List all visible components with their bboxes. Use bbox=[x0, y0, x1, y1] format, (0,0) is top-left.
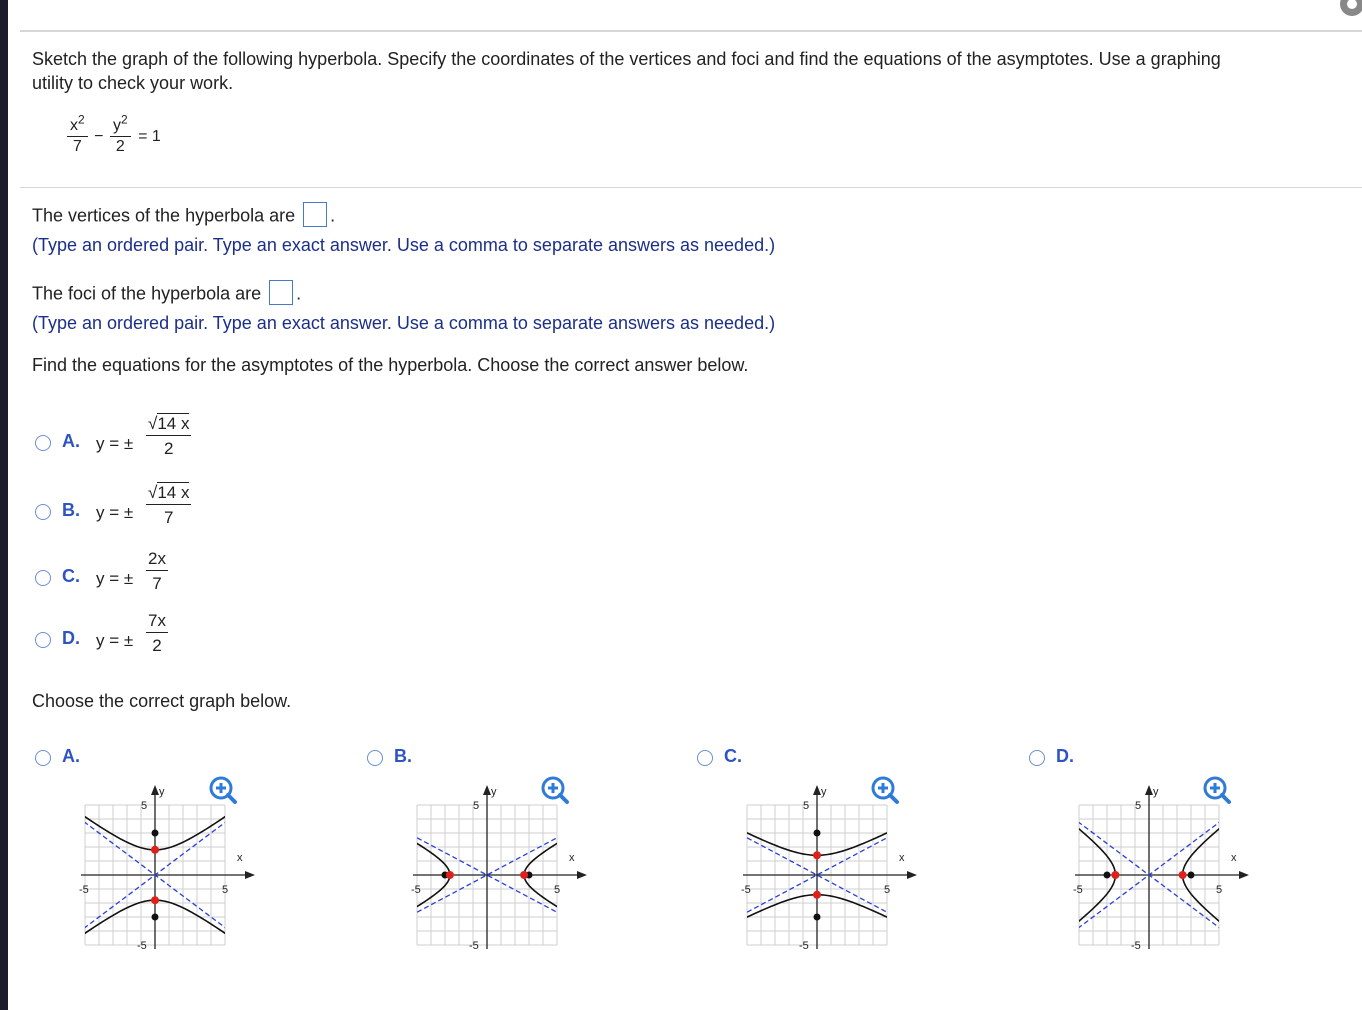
equation-exp: 2 bbox=[120, 112, 128, 127]
equation-y: y bbox=[112, 117, 121, 134]
focus-point bbox=[814, 914, 821, 921]
zoom-in-icon[interactable] bbox=[1198, 773, 1232, 807]
y-axis-label: y bbox=[491, 786, 497, 798]
vertices-hint: (Type an ordered pair. Type an exact answer. Use a comma to separate answers as needed.) bbox=[32, 235, 776, 255]
graph-radio[interactable] bbox=[697, 750, 713, 766]
asymptote-fraction bbox=[146, 611, 168, 656]
focus-point bbox=[1104, 872, 1111, 879]
focus-point bbox=[1188, 872, 1195, 879]
x-tick-label: -5 bbox=[79, 884, 89, 896]
graph-radio[interactable] bbox=[35, 750, 51, 766]
x-axis-label: x bbox=[899, 852, 905, 864]
asymptote-radicand-x: 14 x bbox=[157, 483, 190, 502]
vertex-point bbox=[446, 871, 454, 879]
vertices-label: The vertices of the hyperbola are bbox=[32, 205, 296, 226]
question-text-line2: utility to check your work. bbox=[32, 73, 234, 93]
vertex-point bbox=[151, 896, 159, 904]
equation-minus: − bbox=[94, 127, 104, 145]
focus-point bbox=[152, 830, 159, 837]
x-tick-label: 5 bbox=[884, 884, 891, 896]
x-axis-arrow-icon bbox=[245, 871, 255, 879]
asymptote-numerator: 2x bbox=[146, 549, 168, 571]
x-tick-label: 5 bbox=[1216, 884, 1223, 896]
equation-exp: 2 bbox=[78, 112, 85, 127]
asymptote-prefix: y = ± bbox=[96, 503, 134, 522]
y-tick-label: 5 bbox=[473, 800, 480, 812]
top-divider bbox=[20, 30, 1362, 32]
x-tick-label: 5 bbox=[222, 884, 229, 896]
asymptote-option-letter: B. bbox=[62, 500, 80, 520]
gear-icon[interactable] bbox=[1334, 0, 1362, 22]
zoom-in-icon[interactable] bbox=[866, 773, 900, 807]
y-tick-label: 5 bbox=[803, 800, 810, 812]
hyperbola-graph bbox=[387, 775, 607, 955]
y-tick-label: 5 bbox=[141, 800, 148, 812]
graph-radio[interactable] bbox=[1029, 750, 1045, 766]
plot-area bbox=[717, 775, 937, 955]
x-tick-label: -5 bbox=[411, 884, 421, 896]
foci-period: . bbox=[296, 283, 302, 304]
asymptote-denominator: 7 bbox=[164, 508, 174, 527]
question-text-line1: Sketch the graph of the following hyperbola. Specify the coordinates of the vertices and foci and find the equations of the asymptotes. Use a graphing bbox=[32, 49, 1221, 69]
asymptote-denominator: 2 bbox=[152, 636, 162, 655]
equation-y-den: 2 bbox=[115, 138, 125, 155]
asymptote-prefix: y = ± bbox=[96, 569, 134, 588]
vertices-row bbox=[32, 204, 335, 229]
plot-area bbox=[1049, 775, 1269, 955]
hyperbola-equation bbox=[67, 112, 161, 155]
hyperbola-branch bbox=[55, 775, 275, 850]
asymptote-radio[interactable] bbox=[35, 570, 51, 586]
zoom-in-icon[interactable] bbox=[536, 773, 570, 807]
asymptote-radio[interactable] bbox=[35, 435, 51, 451]
plot-area bbox=[387, 775, 607, 955]
x-axis-label: x bbox=[569, 852, 575, 864]
equation-y-fraction bbox=[110, 112, 131, 155]
hyperbola-graph bbox=[1049, 775, 1269, 955]
x-axis-label: x bbox=[237, 852, 243, 864]
vertex-point bbox=[813, 891, 821, 899]
x-tick-label: -5 bbox=[741, 884, 751, 896]
asymptote-denominator: 7 bbox=[152, 574, 162, 593]
graph-option-letter: D. bbox=[1056, 746, 1074, 766]
asymptote-radicand-x: 14 x bbox=[157, 414, 190, 433]
y-axis-arrow-icon bbox=[483, 785, 491, 795]
y-tick-label: -5 bbox=[799, 940, 809, 952]
asymptotes-prompt: Find the equations for the asymptotes of the hyperbola. Choose the correct answer below. bbox=[32, 355, 749, 375]
vertex-point bbox=[1111, 871, 1119, 879]
vertex-point bbox=[151, 846, 159, 854]
y-axis-arrow-icon bbox=[813, 785, 821, 795]
window-left-edge bbox=[0, 0, 8, 1010]
equation-x: x bbox=[70, 117, 78, 134]
focus-point bbox=[152, 914, 159, 921]
asymptote-denominator: 2 bbox=[164, 439, 174, 458]
asymptote-numerator: 7x bbox=[146, 611, 168, 633]
plot-area bbox=[55, 775, 275, 955]
asymptote-option-letter: A. bbox=[62, 431, 80, 451]
x-tick-label: -5 bbox=[1073, 884, 1083, 896]
graph-option-letter: B. bbox=[394, 746, 412, 766]
y-tick-label: -5 bbox=[137, 940, 147, 952]
y-axis-arrow-icon bbox=[1145, 785, 1153, 795]
hyperbola-branch bbox=[55, 900, 275, 955]
asymptote-radio[interactable] bbox=[35, 504, 51, 520]
equation-x-fraction bbox=[67, 112, 88, 155]
graph-option-letter: C. bbox=[724, 746, 742, 766]
y-axis-label: y bbox=[1153, 786, 1159, 798]
y-tick-label: 5 bbox=[1135, 800, 1142, 812]
foci-hint: (Type an ordered pair. Type an exact answer. Use a comma to separate answers as needed.) bbox=[32, 313, 776, 333]
foci-answer-input[interactable] bbox=[269, 280, 293, 305]
hyperbola-graph bbox=[55, 775, 275, 955]
vertices-period: . bbox=[330, 205, 336, 226]
x-axis-arrow-icon bbox=[907, 871, 917, 879]
x-tick-label: 5 bbox=[554, 884, 561, 896]
foci-label: The foci of the hyperbola are bbox=[32, 283, 262, 304]
y-tick-label: -5 bbox=[1131, 940, 1141, 952]
hyperbola-branch bbox=[387, 775, 450, 955]
vertex-point bbox=[1179, 871, 1187, 879]
foci-row bbox=[32, 282, 301, 307]
hyperbola-branch bbox=[1049, 775, 1115, 955]
asymptote-radio[interactable] bbox=[35, 632, 51, 648]
question-divider bbox=[20, 187, 1362, 188]
x-axis-arrow-icon bbox=[577, 871, 587, 879]
asymptote-prefix: y = ± bbox=[96, 434, 134, 453]
sqrt-icon: √ bbox=[148, 483, 158, 502]
vertex-point bbox=[520, 871, 528, 879]
hyperbola-graph bbox=[717, 775, 937, 955]
asymptote-numerator bbox=[146, 483, 191, 505]
y-axis-arrow-icon bbox=[151, 785, 159, 795]
y-axis-label: y bbox=[821, 786, 827, 798]
hyperbola-branch bbox=[717, 775, 937, 855]
vertices-answer-input[interactable] bbox=[303, 202, 327, 227]
x-axis-arrow-icon bbox=[1239, 871, 1249, 879]
asymptote-option-letter: D. bbox=[62, 628, 80, 648]
x-axis-label: x bbox=[1231, 852, 1237, 864]
asymptote-fraction bbox=[146, 414, 191, 459]
graph-prompt: Choose the correct graph below. bbox=[32, 691, 292, 711]
equation-x-den: 7 bbox=[72, 138, 82, 155]
asymptote-fraction bbox=[146, 483, 191, 528]
equation-rhs: = 1 bbox=[138, 127, 161, 145]
y-axis-label: y bbox=[159, 786, 165, 798]
vertex-point bbox=[813, 851, 821, 859]
sqrt-icon: √ bbox=[148, 414, 158, 433]
zoom-in-icon[interactable] bbox=[204, 773, 238, 807]
asymptote-option-letter: C. bbox=[62, 566, 80, 586]
asymptote-fraction bbox=[146, 549, 168, 594]
graph-option-letter: A. bbox=[62, 746, 80, 766]
asymptote-numerator bbox=[146, 414, 191, 436]
focus-point bbox=[814, 830, 821, 837]
y-tick-label: -5 bbox=[469, 940, 479, 952]
hyperbola-branch bbox=[717, 895, 937, 955]
graph-radio[interactable] bbox=[367, 750, 383, 766]
asymptote-prefix: y = ± bbox=[96, 631, 134, 650]
